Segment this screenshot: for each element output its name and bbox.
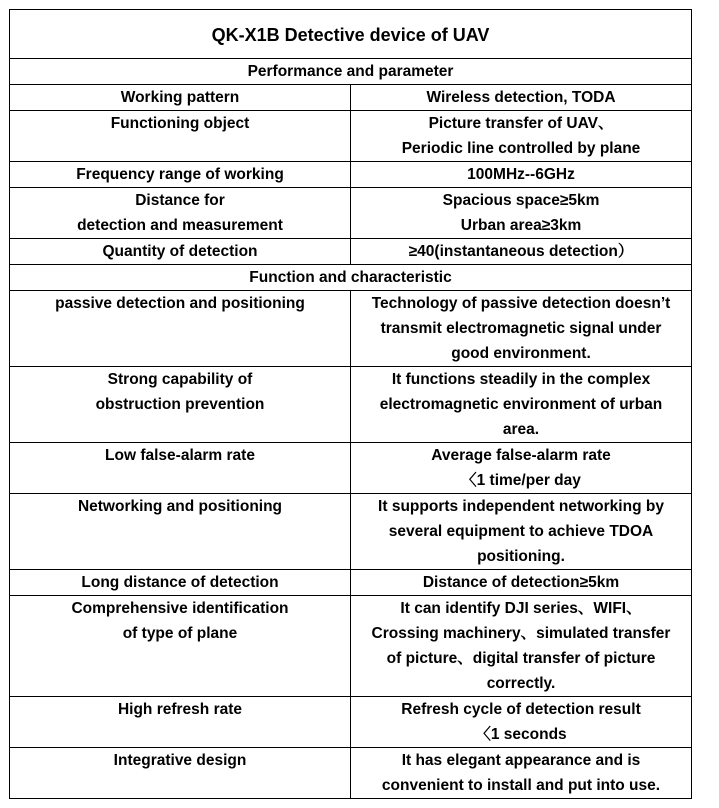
- row-value: 100MHz--6GHz: [351, 162, 692, 188]
- row-label: Low false-alarm rate: [10, 443, 351, 494]
- table-row: [10, 748, 692, 799]
- row-value: Wireless detection, TODA: [351, 85, 692, 111]
- row-label: Comprehensive identification of type of plane: [10, 596, 351, 697]
- row-label: passive detection and positioning: [10, 291, 351, 367]
- table-row: [10, 596, 692, 697]
- row-value: It can identify DJI series、WIFI、 Crossing machinery、simulated transfer of picture、digital transfer of picture correctly.: [351, 596, 692, 697]
- table-row: [10, 367, 692, 443]
- section-heading-function: Function and characteristic: [10, 265, 692, 291]
- row-label: Distance for detection and measurement: [10, 188, 351, 239]
- table-row: [10, 697, 692, 748]
- section-heading-performance: Performance and parameter: [10, 59, 692, 85]
- row-value: Technology of passive detection doesn’t transmit electromagnetic signal under good environment.: [351, 291, 692, 367]
- row-label: Functioning object: [10, 111, 351, 162]
- table-row: [10, 570, 692, 596]
- table-row: [10, 443, 692, 494]
- section-heading-row: [10, 59, 692, 85]
- table-row: [10, 239, 692, 265]
- row-label: Integrative design: [10, 748, 351, 799]
- table-row: [10, 291, 692, 367]
- table-title: QK-X1B Detective device of UAV: [10, 10, 692, 59]
- row-label: Quantity of detection: [10, 239, 351, 265]
- row-value: It supports independent networking by several equipment to achieve TDOA positioning.: [351, 494, 692, 570]
- table-row: [10, 188, 692, 239]
- row-label: Long distance of detection: [10, 570, 351, 596]
- row-value: Spacious space≥5km Urban area≥3km: [351, 188, 692, 239]
- table-row: [10, 111, 692, 162]
- row-label: Networking and positioning: [10, 494, 351, 570]
- row-value: Picture transfer of UAV、 Periodic line controlled by plane: [351, 111, 692, 162]
- row-label: Strong capability of obstruction prevention: [10, 367, 351, 443]
- row-value: It functions steadily in the complex electromagnetic environment of urban area.: [351, 367, 692, 443]
- row-label: High refresh rate: [10, 697, 351, 748]
- section-heading-row: [10, 265, 692, 291]
- row-value: Average false-alarm rate 〈1 time/per day: [351, 443, 692, 494]
- table-row: [10, 85, 692, 111]
- spec-table: [9, 9, 692, 799]
- row-value: ≥40(instantaneous detection）: [351, 239, 692, 265]
- table-row: [10, 162, 692, 188]
- table-row: [10, 494, 692, 570]
- row-value: Distance of detection≥5km: [351, 570, 692, 596]
- title-row: [10, 10, 692, 59]
- row-value: Refresh cycle of detection result 〈1 seconds: [351, 697, 692, 748]
- row-label: Frequency range of working: [10, 162, 351, 188]
- row-value: It has elegant appearance and is convenient to install and put into use.: [351, 748, 692, 799]
- row-label: Working pattern: [10, 85, 351, 111]
